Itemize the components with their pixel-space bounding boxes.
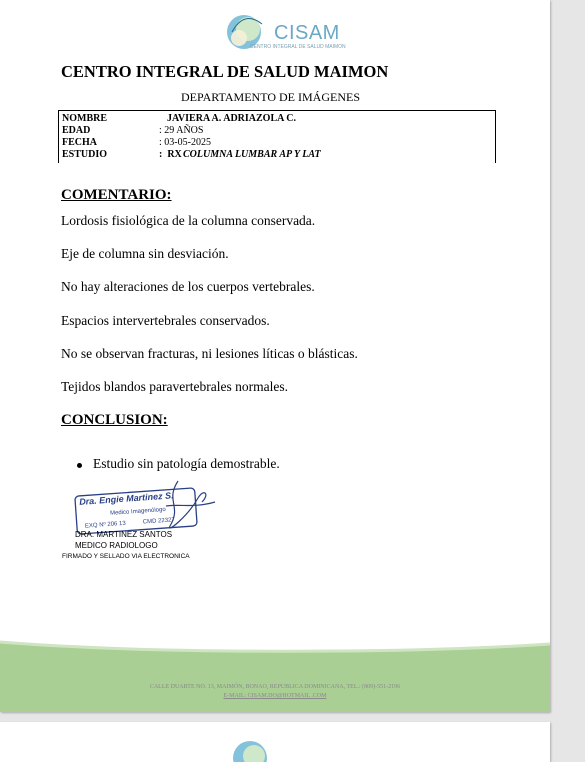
study-label: ESTUDIO: [62, 149, 108, 160]
stamp-cmd: CMD 22327: [142, 517, 175, 526]
footer-email: [0, 693, 550, 699]
comment-heading: COMENTARIO:: [61, 187, 172, 203]
clinic-title: CENTRO INTEGRAL DE SALUD MAIMON: [61, 62, 389, 81]
age-label: EDAD: [62, 125, 91, 136]
comment-line: Eje de columna sin desviación.: [61, 246, 229, 261]
comment-line: Espacios intervertebrales conservados.: [61, 313, 270, 328]
date-label: FECHA: [62, 137, 97, 148]
age-value: : 29 AÑOS: [159, 125, 204, 136]
bullet-icon: [77, 463, 82, 468]
doctor-name: DRA. MARTINEZ SANTOS: [75, 530, 173, 539]
stamp-title: Medico Imagenólogo: [109, 506, 166, 517]
next-page: [0, 722, 550, 762]
comment-line: Lordosis fisiológica de la columna conservada.: [61, 213, 316, 228]
logo-subtitle: CENTRO INTEGRAL DE SALUD MAIMON: [250, 44, 346, 50]
patient-info-box: [58, 110, 496, 163]
email-label: E-MAIL: [223, 693, 245, 699]
stamp-exq: EXQ Nº 206 13: [84, 520, 126, 530]
comment-line: Tejidos blandos paravertebrales normales.: [61, 379, 288, 394]
comment-line: No se observan fracturas, ni lesiones líticas o blásticas.: [61, 346, 358, 361]
footer-address: CALLE DUARTE NO. 13, MAIMÓN, BONAO, REPUBLICA DOMINICANA, TEL.: (809)-551-2196: [149, 684, 401, 690]
conclusion-heading: CONCLUSION:: [61, 412, 168, 428]
date-value: : 03-05-2025: [159, 137, 211, 148]
comment-line: No hay alteraciones de los cuerpos vertebrales.: [61, 279, 315, 294]
doctor-role: MEDICO RADIOLOGO: [75, 541, 158, 550]
stamp-name: Dra. Engie Martinez S.: [78, 490, 174, 507]
name-value: JAVIERA A. ADRIAZOLA C.: [167, 113, 297, 124]
cisam-logo-icon: [228, 736, 272, 762]
name-label: NOMBRE: [62, 113, 107, 124]
study-value-prefix: : RX: [159, 149, 185, 160]
study-value: COLUMNA LUMBAR AP Y LAT: [183, 149, 321, 160]
sealed-note: FIRMADO Y SELLADO VIA ELECTRONICA: [62, 553, 190, 560]
email-value: : CISAM.DO@HOTMAIL .COM: [244, 693, 327, 699]
department-title: DEPARTAMENTO DE IMÁGENES: [181, 90, 360, 104]
conclusion-item: Estudio sin patología demostrable.: [93, 456, 280, 471]
doctor-stamp: [70, 476, 220, 536]
logo-text: CISAM: [274, 22, 340, 44]
